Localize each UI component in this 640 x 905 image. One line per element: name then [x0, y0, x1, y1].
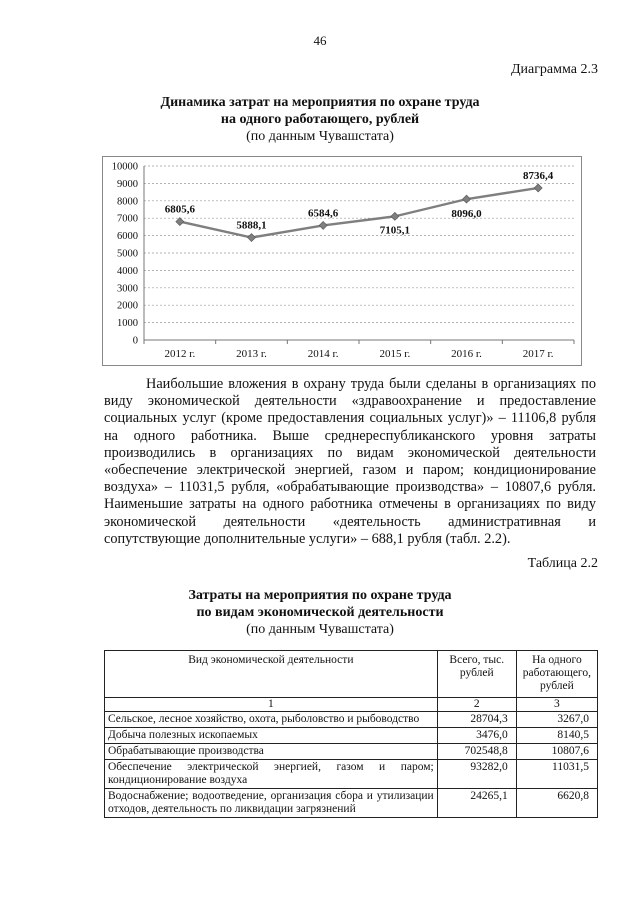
index-cell: 2 — [437, 698, 516, 712]
data-point — [176, 218, 184, 226]
per-worker-cell: 8140,5 — [516, 728, 597, 744]
y-tick-label: 2000 — [117, 300, 138, 312]
x-tick-label: 2017 г. — [522, 348, 554, 360]
per-worker-cell: 6620,8 — [516, 789, 597, 818]
y-tick-label: 1000 — [117, 318, 138, 330]
y-tick-label: 10000 — [111, 161, 138, 173]
chart-heading — [0, 94, 640, 145]
chart-frame — [103, 157, 582, 366]
table-row — [105, 728, 598, 744]
index-cell: 3 — [516, 698, 597, 712]
data-label: 5888,1 — [236, 219, 267, 232]
data-point — [248, 234, 256, 242]
table-row — [105, 789, 598, 818]
x-tick-label: 2014 г. — [307, 348, 339, 360]
line-chart — [102, 156, 582, 366]
activity-cell: Сельское, лесное хозяйство, охота, рыболовство и рыбоводство — [105, 712, 438, 728]
chart-heading-line2: на одного работающего, рублей — [220, 112, 420, 127]
total-cell: 24265,1 — [437, 789, 516, 818]
data-point — [319, 221, 327, 229]
activity-cell: Обеспечение электрической энергией, газом и паром; кондиционирование воздуха — [105, 760, 438, 789]
activity-cell: Водоснабжение; водоотведение, организация сбора и утилизации отходов, деятельность по ликвидации загрязнений — [105, 789, 438, 818]
table-heading-source: (по данным Чувашстата) — [246, 622, 394, 637]
x-tick-label: 2013 г. — [236, 348, 267, 360]
chart-heading-source: (по данным Чувашстата) — [246, 129, 394, 144]
total-cell: 93282,0 — [437, 760, 516, 789]
data-label: 6584,6 — [308, 207, 339, 220]
header-activity: Вид экономической деятельности — [105, 651, 438, 698]
table-label: Таблица 2.2 — [527, 556, 598, 571]
per-worker-cell: 3267,0 — [516, 712, 597, 728]
table-heading-line2: по видам экономической деятельности — [196, 605, 444, 620]
x-tick-label: 2012 г. — [164, 348, 196, 360]
data-label: 8736,4 — [523, 169, 554, 182]
chart-heading-line1: Динамика затрат на мероприятия по охране труда — [160, 95, 480, 110]
total-cell: 702548,8 — [437, 744, 516, 760]
page-number: 46 — [313, 33, 327, 48]
data-point — [391, 212, 399, 220]
data-label: 6805,6 — [164, 203, 195, 216]
table-heading — [0, 587, 640, 638]
total-cell: 28704,3 — [437, 712, 516, 728]
y-tick-label: 5000 — [117, 248, 138, 260]
y-tick-label: 8000 — [117, 196, 138, 208]
series-line — [180, 188, 538, 238]
body-paragraph: Наибольшие вложения в охрану труда были сделаны в организациях по виду экономической деятельности «здравоохранение и предоставление социальных услуг (кроме предоставления социальных услуг)» – 11106,8 рубля на одного работника. Выше среднереспубликанского уровня затраты производились в организациях по видам экономической деятельности «обеспечение электрической энергией, газом и паром; кондиционирование воздуха» – 11031,5 рубля, «обрабатывающие производства» – 10807,6 рубля. Наименьшие затраты на одного работника отмечены в организациях по виду экономической деятельности «деятельность административная и сопутствующие дополнительные услуги» – 688,1 рубля (табл. 2.2). — [104, 376, 596, 547]
activity-cell: Добыча полезных ископаемых — [105, 728, 438, 744]
table-row — [105, 760, 598, 789]
per-worker-cell: 11031,5 — [516, 760, 597, 789]
data-point — [463, 195, 471, 203]
activity-cell: Обрабатывающие производства — [105, 744, 438, 760]
per-worker-cell: 10807,6 — [516, 744, 597, 760]
y-tick-label: 6000 — [117, 231, 138, 243]
table-row — [105, 712, 598, 728]
table-row — [105, 744, 598, 760]
table-header-row — [105, 651, 598, 698]
header-total: Всего, тыс. рублей — [437, 651, 516, 698]
table-heading-line1: Затраты на мероприятия по охране труда — [188, 588, 452, 603]
total-cell: 3476,0 — [437, 728, 516, 744]
x-tick-label: 2015 г. — [379, 348, 411, 360]
index-cell: 1 — [105, 698, 438, 712]
y-tick-label: 3000 — [117, 283, 138, 295]
data-label: 7105,1 — [379, 224, 410, 237]
costs-table — [104, 650, 598, 818]
header-per-worker: На одного работающего, рублей — [516, 651, 597, 698]
diagram-label: Диаграмма 2.3 — [510, 62, 598, 77]
y-tick-label: 0 — [132, 335, 138, 347]
y-tick-label: 9000 — [117, 178, 138, 190]
y-tick-label: 4000 — [117, 265, 138, 277]
data-point — [534, 184, 542, 192]
x-tick-label: 2016 г. — [451, 348, 482, 360]
data-label: 8096,0 — [451, 208, 482, 221]
table-index-row — [105, 698, 598, 712]
y-tick-label: 7000 — [117, 213, 138, 225]
